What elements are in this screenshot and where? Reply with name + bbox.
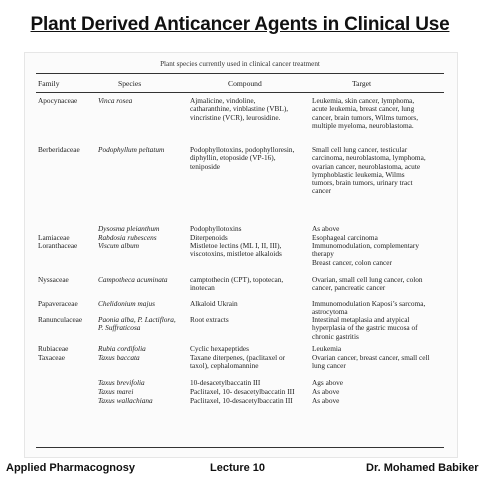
cell-family: Papaveraceae [38,299,78,308]
cell-compound: Paclitaxel, 10-desacetylbaccatin III [190,396,293,405]
cell-compound: Mistletoe lectins (ML I, II, III), viscotoxins, mistletoe alkaloids [190,241,282,259]
cell-target: Immunomodulation, complementary therapy Breast cancer, colon cancer [312,241,419,267]
cell-compound: Diterpenoids [190,233,228,242]
cell-compound: Ajmalicine, vindoline, catharanthine, vinblastine (VBL), vincristine (VCR), leurosidine. [190,96,289,122]
header-target: Target [352,79,372,88]
header-species: Species [118,79,142,88]
cell-family: Rubiaceae [38,344,69,353]
cell-species: Paonia alba, P. Lactiflora, P. Suffraticosa [98,315,176,333]
cell-target: Leukemia, skin cancer, lymphoma, acute leukemia, breast cancer, lung cancer, brain tumors, Wilms tumors, multiple myeloma, neuroblastoma. [312,96,419,130]
cell-species: Dysosma pleianthum [98,224,160,233]
cell-compound: Podophyllotoxins [190,224,242,233]
cell-compound: Paclitaxel, 10- desacetylbaccatin III [190,387,295,396]
cell-species: Taxus wallachiana [98,396,153,405]
cell-compound: camptothecin (CPT), topotecan, inotecan [190,275,284,293]
cell-compound: Alkaloid Ukrain [190,299,238,308]
cell-species: Chelidonium majus [98,299,155,308]
header-family: Family [38,79,60,88]
slide-title: Plant Derived Anticancer Agents in Clinical Use [30,14,450,35]
cell-species: Vinca rosea [98,96,133,105]
cell-species: Podophyllum peltatum [98,145,165,154]
cell-compound: Cyclic hexapeptides [190,344,249,353]
cell-species: Viscum album [98,241,140,250]
cell-family: Lamiaceae [38,233,70,242]
cell-family: Berberidaceae [38,145,80,154]
cell-target: As above [312,396,340,405]
cell-species: Rabdosia rubescens [98,233,157,242]
table-top-rule [36,73,444,74]
table-header-rule [36,92,444,93]
cell-family: Apocynaceae [38,96,78,105]
header-compound: Compound [228,79,262,88]
cell-target: Ovarian, small cell lung cancer, colon cancer, pancreatic cancer [312,275,423,293]
cell-target: Intestinal metaplasia and atypical hyperplasia of the gastric mucosa of chronic gastritis [312,315,418,341]
cell-target: Ovarian cancer, breast cancer, small cell lung cancer [312,353,430,371]
footer-author: Dr. Mohamed Babiker [366,462,479,474]
table-bottom-rule [36,447,444,448]
cell-target: Leukemia [312,344,342,353]
cell-family: Nyssaceae [38,275,69,284]
cell-family: Loranthaceae [38,241,78,250]
cell-target: Immunomodulation Kaposi’s sarcoma, astrocytoma [312,299,426,317]
table-caption: Plant species currently used in clinical cancer treatment [160,60,320,68]
footer-course: Applied Pharmacognosy [6,462,135,474]
cell-compound: 10-desacetylbaccatin III [190,378,261,387]
cell-target: Small cell lung cancer, testicular carcinoma, neuroblastoma, lymphoma, ovarian cancer, neuroblastoma, acute lymphoblastic leukemia, Wilms tumors, brain tumors, urinary tract cancer [312,145,426,196]
cell-compound: Taxane diterpenes, (paclitaxel or taxol), cephalomannine [190,353,286,371]
cell-species: Rubia cordifolia [98,344,146,353]
cell-family: Ranunculaceae [38,315,83,324]
footer-lecture: Lecture 10 [210,462,266,474]
cell-species: Campotheca acuminata [98,275,168,284]
cell-family: Taxaceae [38,353,66,362]
cell-species: Taxus baccata [98,353,140,362]
cell-compound: Podophyllotoxins, podophylloresin, diphyllin, etoposide (VP-16), teniposide [190,145,295,171]
cell-target: Ags above [312,378,344,387]
cell-species: Taxus brevifolia [98,378,145,387]
cell-target: As above [312,224,340,233]
cell-compound: Root extracts [190,315,229,324]
cell-target: Esophageal carcinoma [312,233,378,242]
cell-species: Taxus marei [98,387,134,396]
cell-target: As above [312,387,340,396]
